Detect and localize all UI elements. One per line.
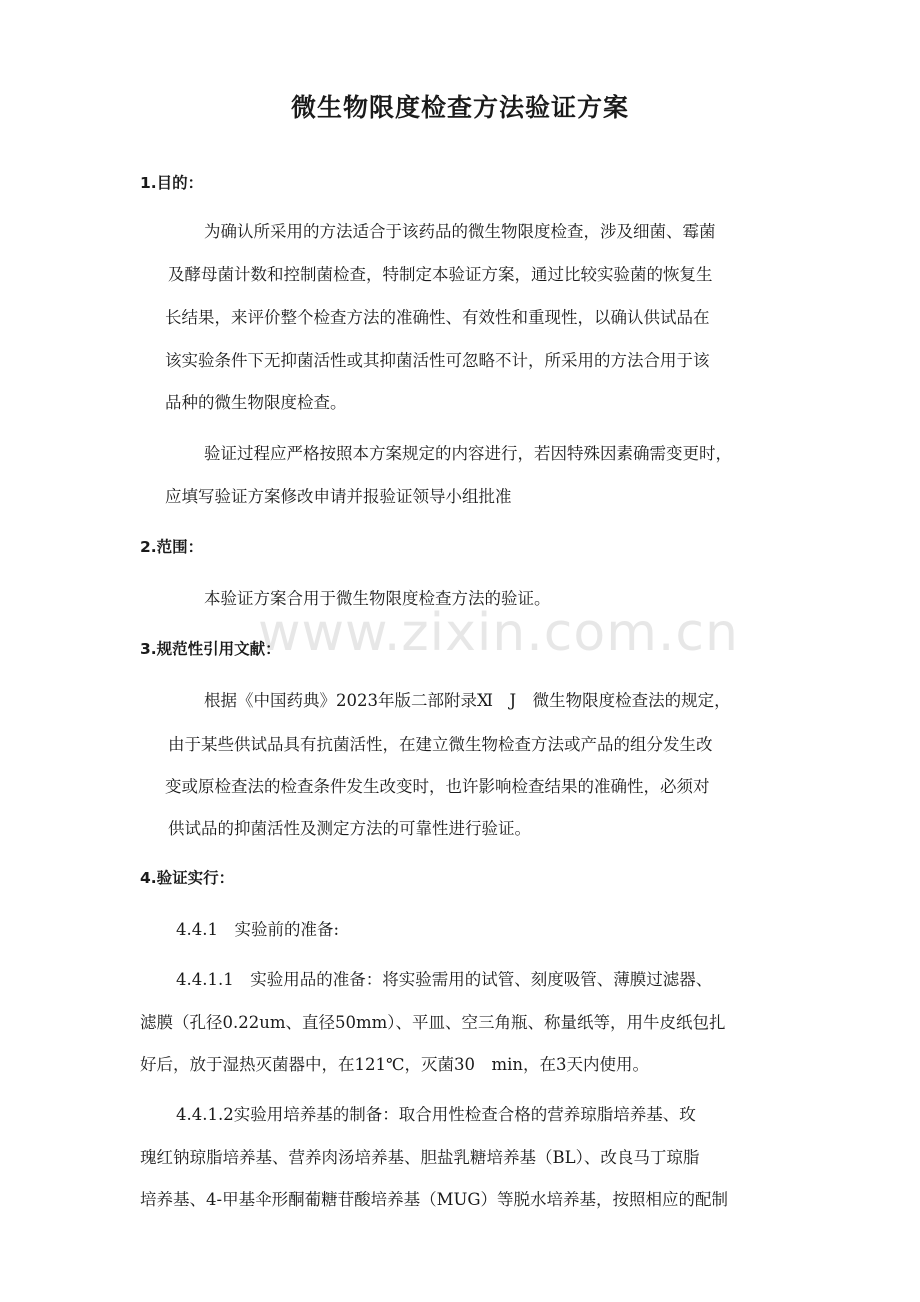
paragraph-line: 根据《中国药典》2023年版二部附录Ⅺ J 微生物限度检查法的规定， bbox=[204, 691, 731, 710]
paragraph-line: 验证过程应严格按照本方案规定的内容进行，若因特殊因素确需变更时， bbox=[204, 444, 732, 463]
paragraph-line: 由于某些供试品具有抗菌活性，在建立微生物检查方法或产品的组分发生改 bbox=[168, 735, 713, 754]
paragraph-line: 瑰红钠琼脂培养基、营养肉汤培养基、胆盐乳糖培养基（BL）、改良马丁琼脂 bbox=[140, 1148, 700, 1167]
paragraph-line: 应填写验证方案修改申请并报验证领导小组批准 bbox=[165, 487, 512, 506]
paragraph-line: 供试品的抑菌活性及测定方法的可靠性进行验证。 bbox=[168, 819, 531, 838]
watermark: www.zixin.com.cn bbox=[258, 603, 739, 663]
paragraph-line: 4.4.1.1 实验用品的准备：将实验需用的试管、刻度吸管、薄膜过滤器、 bbox=[176, 970, 713, 989]
paragraph-line: 该实验条件下无抑菌活性或其抑菌活性可忽略不计，所采用的方法合用于该 bbox=[165, 351, 710, 370]
paragraph-line: 4.4.1.2实验用培养基的制备：取合用性检查合格的营养琼脂培养基、玫 bbox=[176, 1105, 696, 1124]
paragraph-line: 本验证方案合用于微生物限度检查方法的验证。 bbox=[204, 589, 551, 608]
document-title: 微生物限度检查方法验证方案 bbox=[290, 93, 629, 122]
paragraph-line: 及酵母菌计数和控制菌检查，特制定本验证方案，通过比较实验菌的恢复生 bbox=[168, 265, 713, 284]
paragraph-line: 为确认所采用的方法适合于该药品的微生物限度检查，涉及细菌、霉菌 bbox=[204, 222, 716, 241]
paragraph-line: 长结果，来评价整个检查方法的准确性、有效性和重现性，以确认供试品在 bbox=[165, 308, 710, 327]
paragraph-line: 滤膜（孔径0.22um、直径50mm）、平皿、空三角瓶、称量纸等，用牛皮纸包扎 bbox=[140, 1013, 726, 1032]
paragraph-line: 培养基、4-甲基伞形酮葡糖苷酸培养基（MUG）等脱水培养基，按照相应的配制 bbox=[140, 1190, 729, 1209]
section-heading-references: 3.规范性引用文献： bbox=[140, 640, 281, 658]
section-heading-purpose: 1.目的： bbox=[140, 174, 204, 192]
paragraph-line: 4.4.1 实验前的准备: bbox=[176, 920, 340, 939]
section-heading-implementation: 4.验证实行： bbox=[140, 869, 235, 887]
section-heading-scope: 2.范围： bbox=[140, 538, 204, 556]
paragraph-line: 好后，放于湿热灭菌器中，在121℃，灭菌30 min，在3天内使用。 bbox=[140, 1055, 649, 1074]
paragraph-line: 品种的微生物限度检查。 bbox=[165, 393, 347, 412]
paragraph-line: 变或原检查法的检查条件发生改变时，也许影响检查结果的准确性，必须对 bbox=[165, 777, 710, 796]
